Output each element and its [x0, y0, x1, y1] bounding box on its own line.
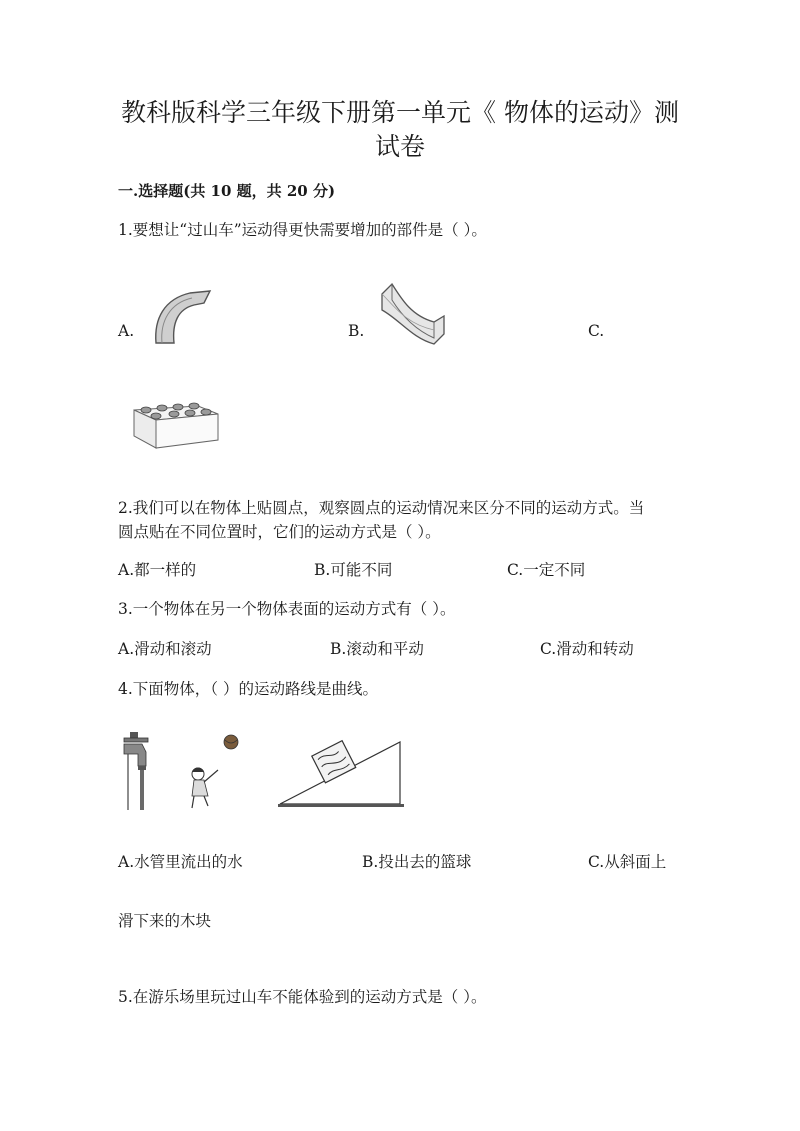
child-throwing-ball-icon	[182, 730, 244, 810]
q4-option-b: B.投出去的篮球	[362, 853, 472, 871]
q4-option-a: A.水管里流出的水	[118, 853, 243, 871]
question-2-stem-line2: 圆点贴在不同位置时，它们的运动方式是（ ）。	[118, 523, 441, 541]
page-title-line2: 试卷	[374, 132, 425, 161]
q1-option-a-label: A.	[118, 322, 135, 340]
curved-track-icon	[150, 285, 220, 347]
question-2-stem-line1: 2.我们可以在物体上贴圆点，观察圆点的运动情况来区分不同的运动方式。当	[118, 499, 645, 517]
q1-option-b-label: B.	[348, 322, 365, 340]
water-tap-icon	[120, 732, 154, 810]
q2-option-b: B.可能不同	[314, 561, 393, 579]
q3-option-b: B.滚动和平动	[330, 640, 424, 658]
q1-option-c-label: C.	[588, 322, 605, 340]
section-heading: 一.选择题(共 10 题，共 20 分)	[118, 182, 336, 200]
q4-option-c: C.从斜面上	[588, 853, 667, 871]
lego-brick-icon	[128, 386, 224, 452]
question-4-stem: 4.下面物体，（ ）的运动路线是曲线。	[118, 680, 378, 698]
q2-option-a: A.都一样的	[118, 561, 197, 579]
q3-option-c: C.滑动和转动	[540, 640, 634, 658]
question-1-stem: 1.要想让“过山车”运动得更快需要增加的部件是（ ）。	[118, 221, 487, 239]
q4-option-c-continued: 滑下来的木块	[118, 912, 212, 930]
q2-option-c: C.一定不同	[507, 561, 586, 579]
slope-track-icon	[378, 280, 450, 350]
question-5-stem: 5.在游乐场里玩过山车不能体验到的运动方式是（ ）。	[118, 988, 487, 1006]
question-3-stem: 3.一个物体在另一个物体表面的运动方式有（ ）。	[118, 600, 456, 618]
page-title-line1: 教科版科学三年级下册第一单元《 物体的运动》测	[121, 98, 679, 127]
q3-option-a: A.滑动和滚动	[118, 640, 212, 658]
block-on-slope-icon	[278, 728, 404, 808]
